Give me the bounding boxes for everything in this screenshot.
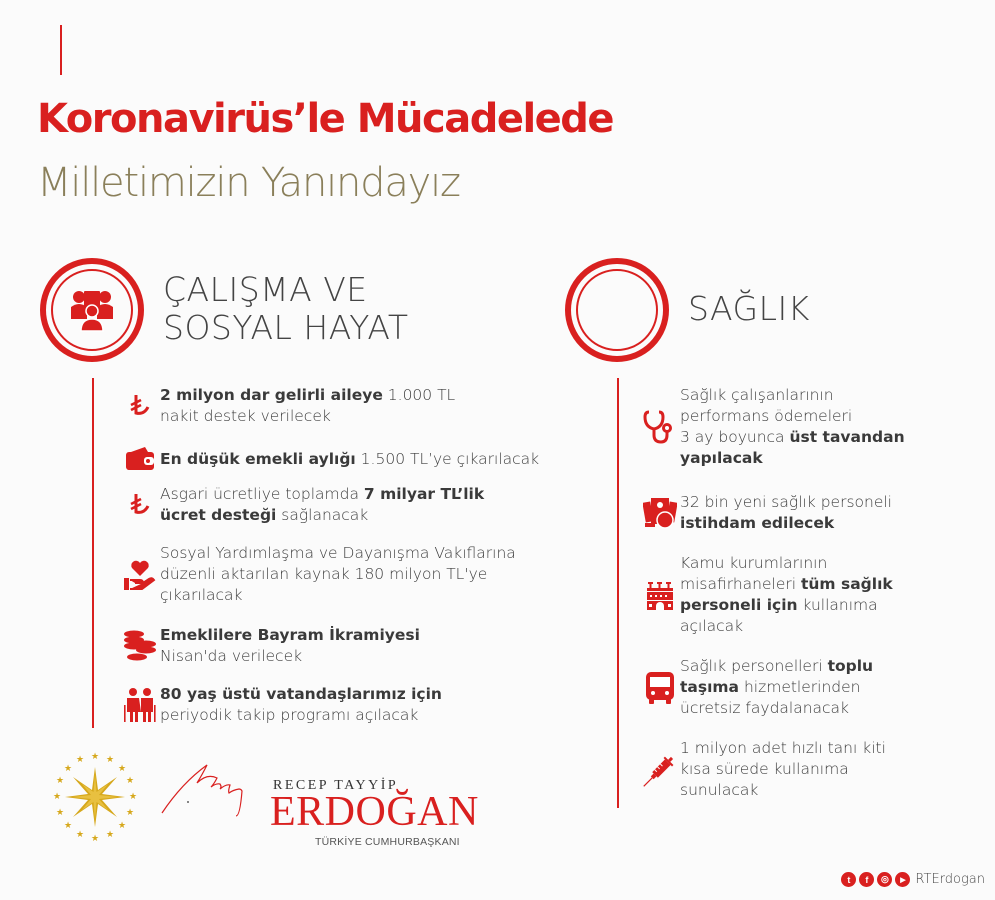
name-last: ERDOĞAN [270, 789, 479, 835]
instagram-icon[interactable]: ◎ [877, 872, 892, 887]
list-item: Asgari ücretliye toplamda 7 milyar TL’lik ücret desteği sağlanacak [120, 484, 484, 526]
section-title-line1: SAĞLIK [688, 289, 810, 328]
syringe-icon [643, 753, 677, 787]
signature-icon [160, 758, 280, 818]
list-item: 32 bin yeni sağlık personeli istihdam edilecek [640, 492, 892, 534]
building-icon [646, 580, 674, 610]
list-item: 1 milyon adet hızlı tanı kiti kısa sürede kullanıma sunulacak [640, 738, 886, 801]
social-links [841, 872, 985, 887]
svg-text:★: ★ [55, 776, 65, 786]
name-first: RECEP TAYYİP [273, 778, 399, 793]
svg-text:★: ★ [117, 821, 127, 831]
svg-text:★: ★ [105, 830, 115, 840]
list-item: Emeklilere Bayram İkramiyesi Nisan'da verilecek [120, 625, 420, 667]
personnel-documents-icon [643, 496, 677, 530]
top-accent-rule [60, 25, 62, 75]
list-item: Sosyal Yardımlaşma ve Dayanışma Vakıflarına düzenli aktarılan kaynak 180 milyon TL'ye çıkarılacak [120, 543, 516, 606]
presidential-seal-icon [50, 752, 140, 842]
lira-icon [129, 393, 151, 419]
list-item: Sağlık personelleri toplu taşıma hizmetlerinden ücretsiz faydalanacak [640, 656, 873, 719]
list-item: Kamu kurumlarının misafirhaneleri tüm sağlık personeli için kullanıma açılacak [640, 553, 893, 637]
svg-text:★: ★ [75, 755, 85, 765]
youtube-icon[interactable]: ▶ [895, 872, 910, 887]
heart-hand-icon [123, 558, 157, 592]
svg-text:★: ★ [63, 764, 73, 774]
list-item: En düşük emekli aylığı 1.500 TL’ye çıkarılacak [120, 446, 539, 472]
svg-text:★: ★ [75, 830, 85, 840]
page-title: Koronavirüs’le Mücadelede [37, 96, 614, 142]
list-item: 2 milyon dar gelirli aileye 1.000 TL nakit destek verilecek [120, 385, 455, 427]
red-crescent-icon [592, 285, 642, 335]
svg-text:★: ★ [55, 808, 65, 818]
twitter-icon[interactable]: t [841, 872, 856, 887]
svg-text:★: ★ [125, 808, 135, 818]
list-item: Sağlık çalışanlarının performans ödemeleri 3 ay boyunca üst tavandan yapılacak [640, 385, 905, 469]
work-social-section-badge [40, 258, 144, 362]
role-title: TÜRKİYE CUMHURBAŞKANI [315, 836, 460, 848]
facebook-icon[interactable]: f [859, 872, 874, 887]
section-title-health [688, 290, 810, 328]
health-section-badge [565, 258, 669, 362]
people-meeting-icon [67, 285, 117, 335]
stethoscope-icon [643, 409, 677, 445]
svg-text:★: ★ [90, 752, 100, 762]
social-handle[interactable]: RTErdogan [915, 872, 985, 887]
section-divider-line [617, 378, 619, 808]
bus-icon [645, 671, 675, 705]
svg-text:★: ★ [52, 792, 62, 802]
section-title-line1: ÇALIŞMA VE [163, 270, 368, 309]
svg-text:★: ★ [125, 776, 135, 786]
section-title-work-social [163, 271, 409, 347]
wallet-icon [125, 446, 155, 472]
coins-icon [123, 630, 157, 662]
svg-text:★: ★ [63, 821, 73, 831]
page-subtitle: Milletimizin Yanındayız [37, 160, 460, 206]
elderly-couple-icon [123, 687, 157, 723]
svg-text:★: ★ [90, 834, 100, 842]
section-divider-line [92, 378, 94, 728]
svg-text:★: ★ [105, 755, 115, 765]
section-title-line2: SOSYAL HAYAT [163, 308, 409, 347]
lira-icon [129, 492, 151, 518]
svg-text:★: ★ [117, 764, 127, 774]
list-item: 80 yaş üstü vatandaşlarımız için periyodik takip programı açılacak [120, 684, 442, 726]
svg-text:★: ★ [128, 792, 138, 802]
